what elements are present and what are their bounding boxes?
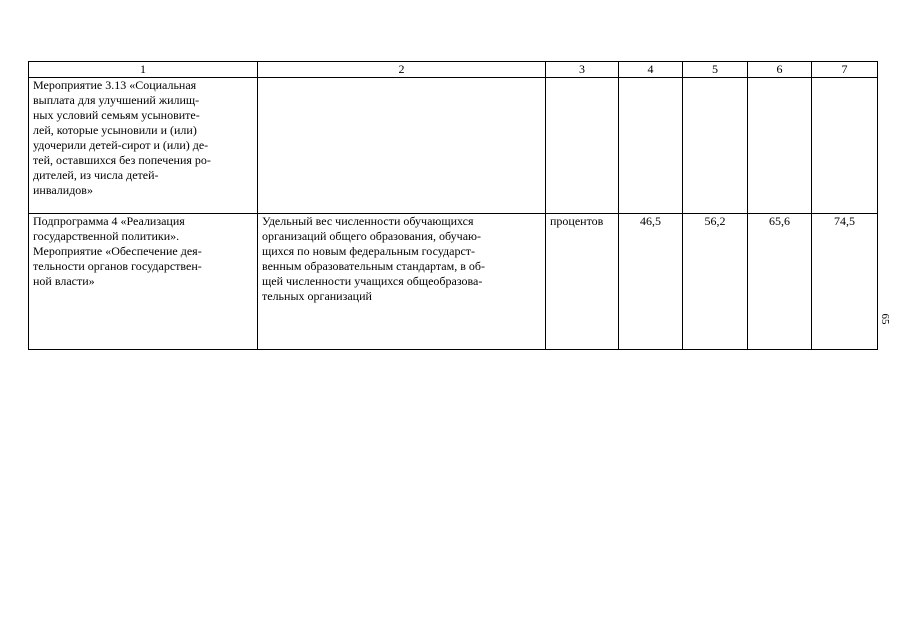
value-cell: 56,2: [683, 214, 748, 350]
value-cell: 65,6: [748, 214, 812, 350]
table-body: [29, 78, 878, 350]
measure-name-cell: Подпрограмма 4 «Реализация государственной политики». Мероприятие «Обеспечение дея- тельности органов государствен- ной власти»: [29, 214, 258, 350]
table-row: [29, 78, 878, 214]
header-col-4: 4: [619, 62, 683, 78]
value-cell: [619, 78, 683, 214]
page-number: 65: [879, 313, 891, 325]
indicator-cell: [258, 78, 546, 214]
header-col-6: 6: [748, 62, 812, 78]
value-cell: [812, 78, 878, 214]
value-cell: 46,5: [619, 214, 683, 350]
table-header: [29, 62, 878, 78]
value-cell: 74,5: [812, 214, 878, 350]
indicators-table: [28, 61, 878, 350]
header-row: [29, 62, 878, 78]
header-col-7: 7: [812, 62, 878, 78]
unit-cell: [546, 78, 619, 214]
header-col-2: 2: [258, 62, 546, 78]
value-cell: [683, 78, 748, 214]
header-col-1: 1: [29, 62, 258, 78]
table-row: [29, 214, 878, 350]
header-col-3: 3: [546, 62, 619, 78]
unit-cell: процентов: [546, 214, 619, 350]
indicator-cell: Удельный вес численности обучающихся организаций общего образования, обучаю- щихся по новым федеральным государст- венным образовательным стандартам, в об- щей численности учащихся общеобразова- тельных организаций: [258, 214, 546, 350]
measure-name-cell: Мероприятие 3.13 «Социальная выплата для улучшений жилищ- ных условий семьям усыновите- лей, которые усыновили и (или) удочерили детей-сирот и (или) де- тей, оставшихся без попечения ро- дителей, из числа детей- инвалидов»: [29, 78, 258, 214]
value-cell: [748, 78, 812, 214]
header-col-5: 5: [683, 62, 748, 78]
